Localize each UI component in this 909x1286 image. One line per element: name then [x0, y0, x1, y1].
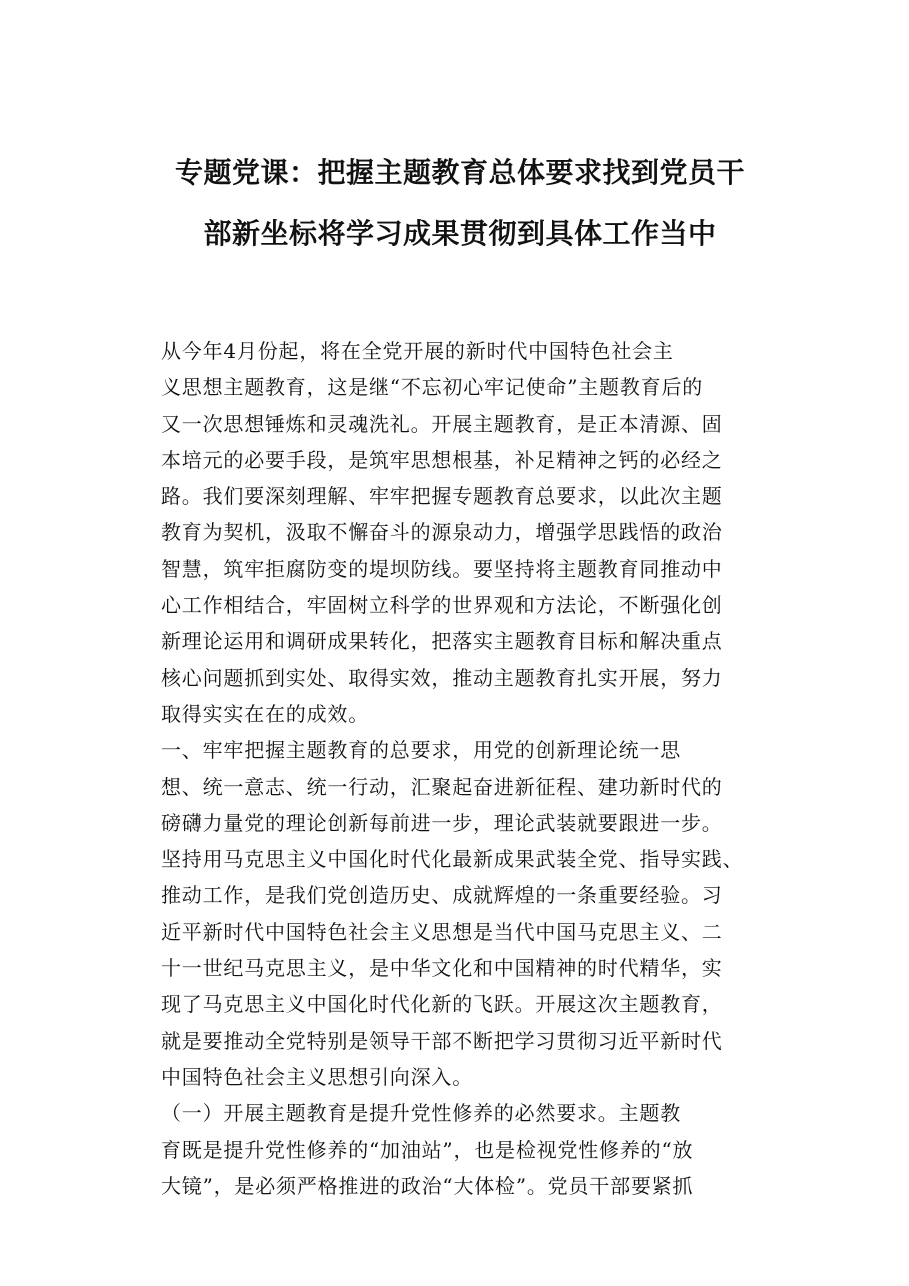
text-line: 本培元的必要手段，是筑牢思想根基，补足精神之钙的必经之 [161, 447, 723, 472]
text-line: 核心问题抓到实处、取得实效，推动主题教育扎实开展，努力 [161, 665, 723, 690]
text-line: 路。我们要深刻理解、牢牢把握专题教育总要求，以此次主题 [161, 484, 723, 509]
title-line: 部新坐标将学习成果贯彻到具体工作当中 [203, 217, 717, 250]
text-line: 磅礴力量党的理论创新每前进一步，理论武装就要跟进一步。 [161, 810, 723, 835]
document-title [120, 142, 800, 264]
text-line: （一）开展主题教育是提升党性修养的必然要求。主题教 [161, 1101, 681, 1126]
title-line: 专题党课：把握主题教育总体要求找到党员干 [174, 156, 745, 189]
text-line: 又一次思想锤炼和灵魂洗礼。开展主题教育，是正本清源、固 [161, 411, 723, 436]
text-line: 义思想主题教育，这是继“不忘初心牢记使命”主题教育后的 [161, 375, 704, 400]
text-line: 推动工作，是我们党创造历史、成就辉煌的一条重要经验。习 [161, 883, 723, 908]
text-line: 就是要推动全党特别是领导干部不断把学习贯彻习近平新时代 [161, 1028, 723, 1053]
paragraph-subsection-one [121, 1095, 805, 1204]
text-line: 从今年4月份起，将在全党开展的新时代中国特色社会主 [161, 339, 674, 363]
text-line: 坚持用马克思主义中国化时代化最新成果武装全党、指导实践、 [161, 847, 744, 872]
text-line: 育既是提升党性修养的“加油站”，也是检视党性修养的“放 [161, 1137, 694, 1162]
paragraph-intro [121, 333, 805, 732]
text-line: 心工作相结合，牢固树立科学的世界观和方法论，不断强化创 [161, 593, 723, 618]
text-line: 近平新时代中国特色社会主义思想是当代中国马克思主义、二 [161, 919, 723, 944]
text-line: 智慧，筑牢拒腐防变的堤坝防线。要坚持将主题教育同推动中 [161, 556, 723, 581]
text-line: 新理论运用和调研成果转化，把落实主题教育目标和解决重点 [161, 629, 723, 654]
document-body [121, 333, 805, 1204]
text-line: 一、牢牢把握主题教育的总要求，用党的创新理论统一思 [161, 738, 681, 763]
text-line: 中国特色社会主义思想引向深入。 [161, 1064, 473, 1089]
text-line: 大镜”，是必须严格推进的政治“大体检”。党员干部要紧抓 [161, 1173, 694, 1198]
paragraph-section-one [121, 732, 805, 1095]
text-line: 取得实实在在的成效。 [161, 701, 369, 726]
text-line: 教育为契机，汲取不懈奋斗的源泉动力，增强学思践悟的政治 [161, 520, 723, 545]
text-line: 想、统一意志、统一行动，汇聚起奋进新征程、建功新时代的 [161, 774, 723, 799]
text-line: 现了马克思主义中国化时代化新的飞跃。开展这次主题教育， [161, 992, 723, 1017]
text-line: 十一世纪马克思主义，是中华文化和中国精神的时代精华，实 [161, 956, 723, 981]
